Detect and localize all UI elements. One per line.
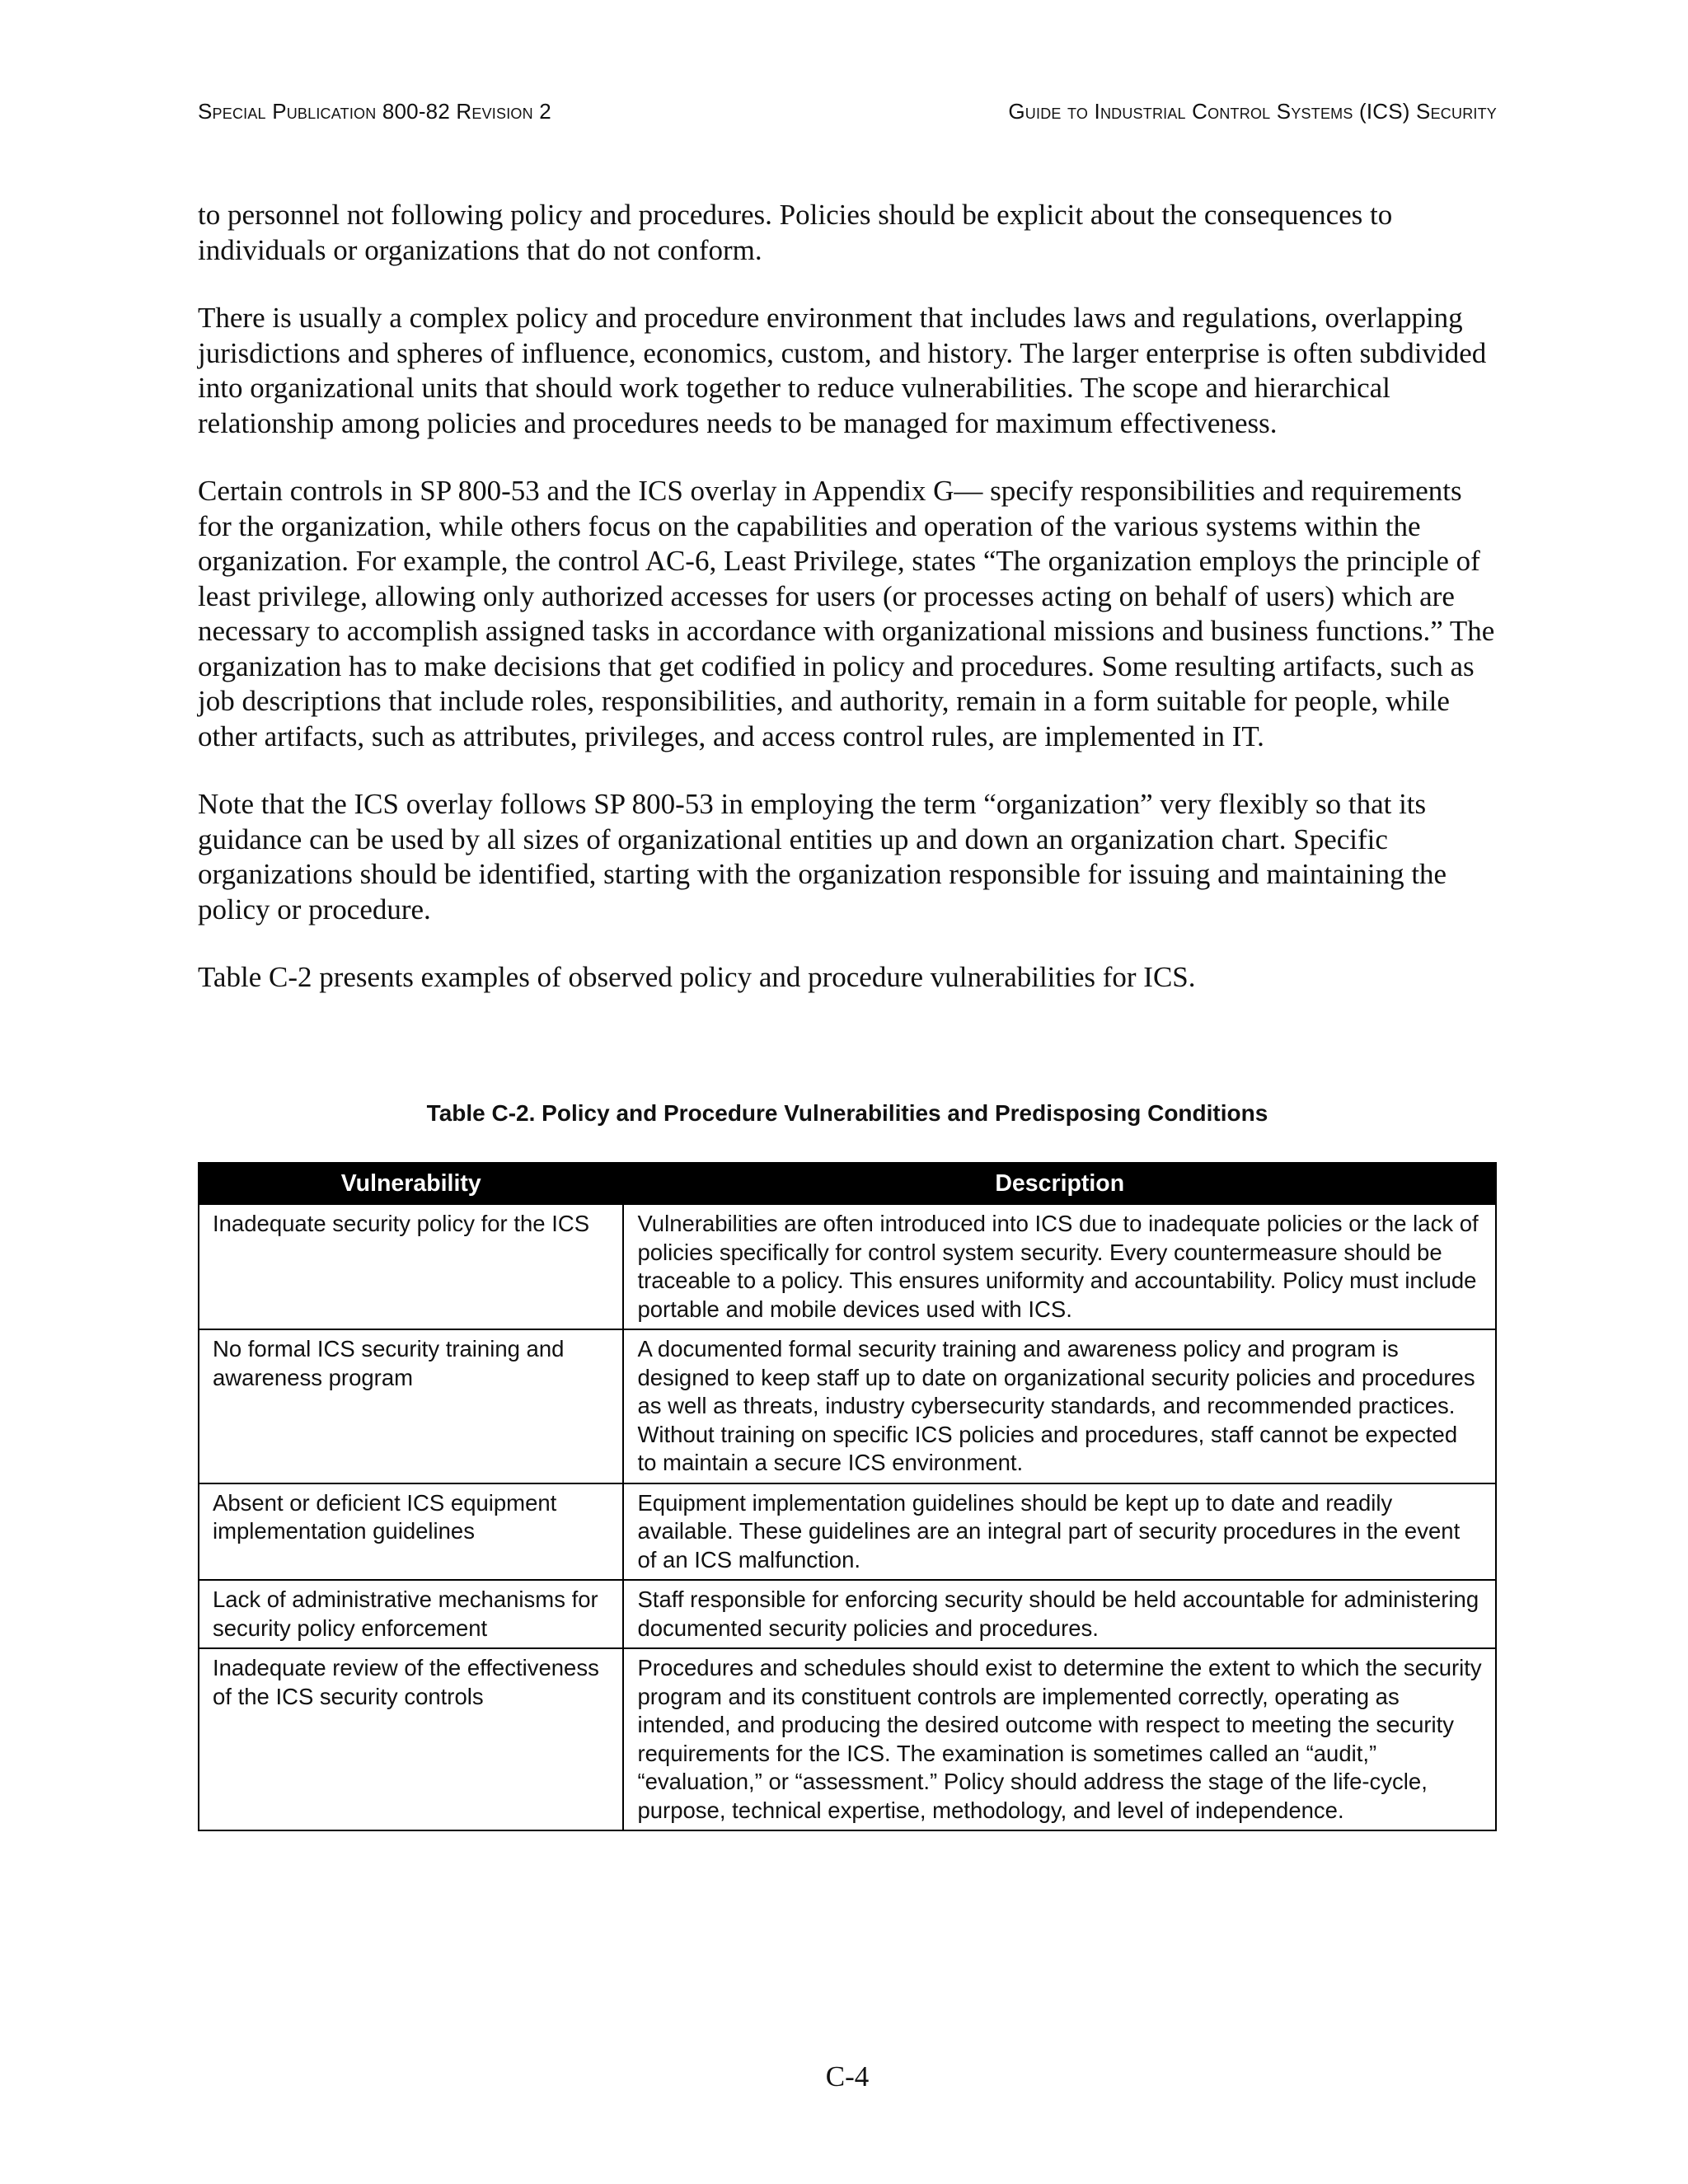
description-cell: Vulnerabilities are often introduced into ICS due to inadequate policies or the lack of policies specifically for control system security. Every countermeasure should be traceable to a policy. This ensures uniformity and accountability. Policy must include portable and mobile devices used with ICS.: [623, 1204, 1496, 1329]
paragraph: Note that the ICS overlay follows SP 800-53 in employing the term “organization” very flexibly so that its guidance can be used by all sizes of organizational entities up and down an organization chart. Specific organizations should be identified, starting with the organization responsible for issuing and maintaining the policy or procedure.: [198, 788, 1447, 926]
table-row: [199, 1329, 1496, 1483]
paragraph: Certain controls in SP 800-53 and the ICS overlay in Appendix G— specify responsibilities and requirements for the organization, while others focus on the capabilities and operation of the various systems within the organization. For example, the control AC-6, Least Privilege, states “The organization employs the principle of least privilege, allowing only authorized accesses for users (or processes acting on behalf of users) which are necessary to accomplish assigned tasks in accordance with organizational missions and business functions.” The organization has to make decisions that get codified in policy and procedures. Some resulting artifacts, such as job descriptions that include roles, responsibilities, and authority, remain in a form suitable for people, while other artifacts, such as attributes, privileges, and access control rules, are implemented in IT.: [198, 475, 1495, 752]
description-cell: Staff responsible for enforcing security should be held accountable for administering documented security policies and procedures.: [623, 1580, 1496, 1648]
table-row: [199, 1483, 1496, 1581]
paragraph: There is usually a complex policy and procedure environment that includes laws and regulations, overlapping jurisdictions and spheres of influence, economics, custom, and history. The larger enterprise is often subdivided into organizational units that should work together to reduce vulnerabilities. The scope and hierarchical relationship among policies and procedures needs to be managed for maximum effectiveness.: [198, 302, 1487, 439]
header-publication: Special Publication 800-82 Revision 2: [198, 99, 551, 124]
vulnerability-cell: Absent or deficient ICS equipment implementation guidelines: [199, 1483, 623, 1581]
table-header-row: [199, 1163, 1496, 1204]
column-header-vulnerability: Vulnerability: [199, 1163, 623, 1204]
table-row: [199, 1204, 1496, 1329]
vulnerability-cell: Inadequate review of the effectiveness of the ICS security controls: [199, 1648, 623, 1830]
table-row: [199, 1580, 1496, 1648]
paragraph: Table C-2 presents examples of observed policy and procedure vulnerabilities for ICS.: [198, 961, 1196, 993]
description-cell: Equipment implementation guidelines should be kept up to date and readily available. These guidelines are an integral part of security procedures in the event of an ICS malfunction.: [623, 1483, 1496, 1581]
vulnerability-cell: No formal ICS security training and awareness program: [199, 1329, 623, 1483]
body-text: [198, 198, 1497, 1029]
description-cell: A documented formal security training and awareness policy and program is designed to keep staff up to date on organizational security policies and procedures as well as threats, industry cybersecurity standards, and recommended practices. Without training on specific ICS policies and procedures, staff cannot be expected to maintain a secure ICS environment.: [623, 1329, 1496, 1483]
table-row: [199, 1648, 1496, 1830]
document-page: [198, 0, 1497, 2184]
column-header-description: Description: [623, 1163, 1496, 1204]
table-caption: Table C-2. Policy and Procedure Vulnerabilities and Predisposing Conditions: [426, 1100, 1268, 1126]
vulnerability-cell: Inadequate security policy for the ICS: [199, 1204, 623, 1329]
description-cell: Procedures and schedules should exist to determine the extent to which the security program and its constituent controls are implemented correctly, operating as intended, and producing the desired outcome with respect to meeting the security requirements for the ICS. The examination is sometimes called an “audit,” “evaluation,” or “assessment.” Policy should address the stage of the life-cycle, purpose, technical expertise, methodology, and level of independence.: [623, 1648, 1496, 1830]
vulnerability-cell: Lack of administrative mechanisms for security policy enforcement: [199, 1580, 623, 1648]
vulnerability-table: [198, 1162, 1497, 1831]
header-guide-title: Guide to Industrial Control Systems (ICS) Security: [1008, 99, 1497, 124]
paragraph: to personnel not following policy and procedures. Policies should be explicit about the consequences to individuals or organizations that do not conform.: [198, 199, 1393, 266]
page-number: C-4: [825, 2060, 870, 2093]
